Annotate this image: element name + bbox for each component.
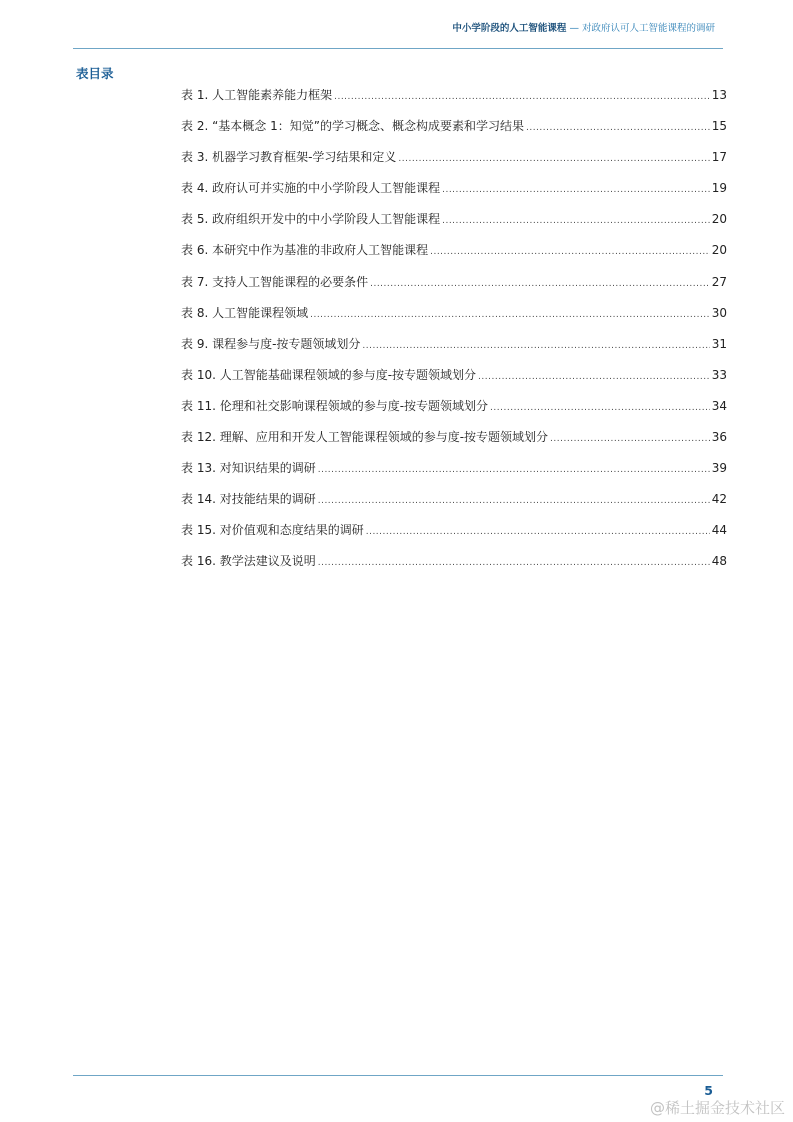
toc-leader-dots: [310, 310, 710, 320]
toc-leader-dots: [442, 216, 710, 226]
toc-entry[interactable]: [181, 210, 727, 241]
toc-entry-label: 表 9. 课程参与度-按专题领域划分: [181, 336, 361, 351]
header-divider: [73, 48, 723, 49]
toc-leader-dots: [318, 496, 710, 506]
toc-entry[interactable]: [181, 148, 727, 179]
toc-leader-dots: [430, 247, 710, 257]
toc-entry[interactable]: [181, 335, 727, 366]
toc-leader-dots: [550, 434, 710, 444]
toc-entry-page: 30: [711, 305, 727, 320]
toc-entry-label: 表 10. 人工智能基础课程领域的参与度-按专题领域划分: [181, 367, 477, 382]
toc-entry[interactable]: [181, 490, 727, 521]
toc-entry[interactable]: [181, 366, 727, 397]
toc-entry[interactable]: [181, 273, 727, 304]
toc-entry[interactable]: [181, 552, 727, 583]
toc-leader-dots: [318, 465, 710, 475]
toc-entry[interactable]: [181, 428, 727, 459]
toc-entry[interactable]: [181, 117, 727, 148]
toc-entry-page: 36: [711, 430, 727, 445]
toc-leader-dots: [362, 341, 709, 351]
toc-entry-label: 表 4. 政府认可并实施的中小学阶段人工智能课程: [181, 181, 441, 196]
toc-entry-page: 20: [711, 212, 727, 227]
toc-entry-label: 表 13. 对知识结果的调研: [181, 461, 316, 476]
header-subtitle: 对政府认可人工智能课程的调研: [581, 23, 715, 34]
running-header: [452, 22, 715, 36]
toc-entry[interactable]: [181, 521, 727, 552]
watermark: @稀土掘金技术社区: [649, 1099, 785, 1117]
toc-leader-dots: [398, 154, 709, 164]
toc-entry-label: 表 1. 人工智能素养能力框架: [181, 88, 333, 102]
toc-leader-dots: [442, 185, 710, 195]
toc-entry-page: 33: [711, 367, 727, 382]
header-main-title: 中小学阶段的人工智能课程: [452, 23, 567, 34]
toc-entry-page: 42: [711, 492, 727, 507]
toc-entry[interactable]: [181, 397, 727, 428]
toc-leader-dots: [366, 527, 710, 537]
toc-entry-label: 表 6. 本研究中作为基准的非政府人工智能课程: [181, 243, 429, 258]
toc-entry-label: 表 15. 对价值观和态度结果的调研: [181, 523, 364, 538]
toc-leader-dots: [526, 123, 710, 133]
toc-entry-label: 表 14. 对技能结果的调研: [181, 492, 316, 507]
toc-entry[interactable]: [181, 304, 727, 335]
toc-leader-dots: [370, 279, 710, 289]
toc-entry[interactable]: [181, 459, 727, 490]
header-separator: —: [569, 23, 579, 34]
toc-leader-dots: [318, 558, 710, 568]
toc-leader-dots: [490, 403, 710, 413]
toc-entry-page: 31: [711, 336, 727, 351]
toc-leader-dots: [478, 372, 710, 382]
toc-entry-page: 19: [711, 181, 727, 196]
toc-entry-page: 39: [711, 461, 727, 476]
page-number: 5: [704, 1083, 713, 1098]
toc-entry-label: 表 2. “基本概念 1：知觉”的学习概念、概念构成要素和学习结果: [181, 119, 524, 134]
toc-entry-page: 20: [711, 243, 727, 258]
toc-entry-page: 15: [711, 119, 727, 134]
toc-entry-page: 48: [711, 554, 727, 569]
toc-entry-label: 表 16. 教学法建议及说明: [181, 554, 316, 569]
toc-entry-label: 表 12. 理解、应用和开发人工智能课程领域的参与度-按专题领域划分: [181, 430, 549, 445]
toc-entry-page: 13: [711, 88, 727, 102]
toc-entry-label: 表 3. 机器学习教育框架-学习结果和定义: [181, 150, 397, 165]
toc-entry-page: 27: [711, 274, 727, 289]
toc-entry-label: 表 7. 支持人工智能课程的必要条件: [181, 274, 369, 289]
toc-entry-page: 44: [711, 523, 727, 538]
toc-entry[interactable]: [181, 179, 727, 210]
footer-divider: [73, 1075, 723, 1076]
table-of-tables: [181, 86, 727, 584]
toc-entry-label: 表 5. 政府组织开发中的中小学阶段人工智能课程: [181, 212, 441, 227]
toc-entry-page: 17: [711, 150, 727, 165]
toc-entry-page: 34: [711, 398, 727, 413]
toc-title: 表目录: [76, 66, 114, 81]
toc-entry[interactable]: [181, 86, 727, 117]
toc-entry-label: 表 11. 伦理和社交影响课程领域的参与度-按专题领域划分: [181, 398, 489, 413]
toc-entry-label: 表 8. 人工智能课程领域: [181, 305, 309, 320]
toc-leader-dots: [334, 92, 710, 102]
toc-entry[interactable]: [181, 241, 727, 272]
